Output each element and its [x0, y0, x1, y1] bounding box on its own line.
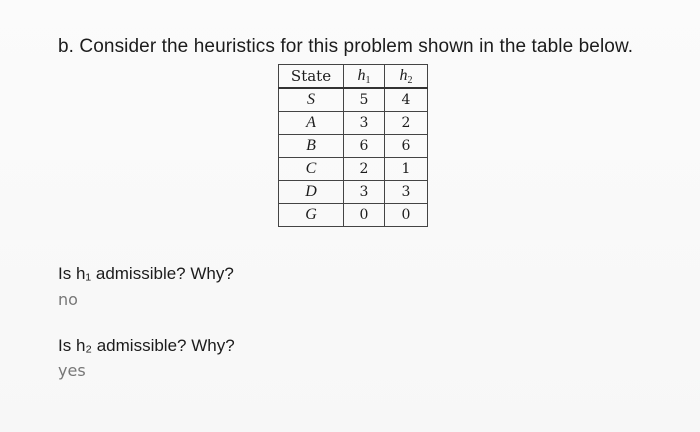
cell-h2: 1 [385, 158, 428, 181]
table-row [279, 88, 428, 112]
table-header-row [279, 65, 428, 89]
cell-h2: 6 [385, 135, 428, 158]
header-state: State [279, 65, 344, 89]
answer-h1: no [58, 290, 78, 309]
cell-h1: 3 [344, 112, 385, 135]
header-h1-sub: 1 [365, 74, 371, 86]
cell-h1: 2 [344, 158, 385, 181]
cell-h1: 0 [344, 204, 385, 227]
table-row [279, 158, 428, 181]
table-row [279, 181, 428, 204]
heuristics-table-container [278, 64, 428, 227]
cell-state: G [279, 204, 344, 227]
cell-state: C [279, 158, 344, 181]
question-title: b. Consider the heuristics for this problem shown in the table below. [58, 36, 634, 57]
header-h1-main: h [357, 66, 366, 84]
table-row [279, 135, 428, 158]
question-h1-admissible: Is h₁ admissible? Why? [58, 264, 234, 283]
cell-state: D [279, 181, 344, 204]
header-h2-main: h [399, 66, 408, 84]
table-row [279, 204, 428, 227]
heuristics-table [278, 64, 428, 227]
cell-h2: 3 [385, 181, 428, 204]
cell-h2: 0 [385, 204, 428, 227]
question-h2-admissible: Is h₂ admissible? Why? [58, 336, 235, 355]
cell-h1: 6 [344, 135, 385, 158]
header-h1 [344, 65, 385, 89]
cell-h2: 4 [385, 88, 428, 112]
answer-h2: yes [58, 361, 86, 380]
cell-state: A [279, 112, 344, 135]
cell-state: B [279, 135, 344, 158]
cell-h1: 5 [344, 88, 385, 112]
cell-h2: 2 [385, 112, 428, 135]
header-h2 [385, 65, 428, 89]
cell-state: S [279, 88, 344, 112]
table-row [279, 112, 428, 135]
header-h2-sub: 2 [407, 74, 413, 86]
cell-h1: 3 [344, 181, 385, 204]
